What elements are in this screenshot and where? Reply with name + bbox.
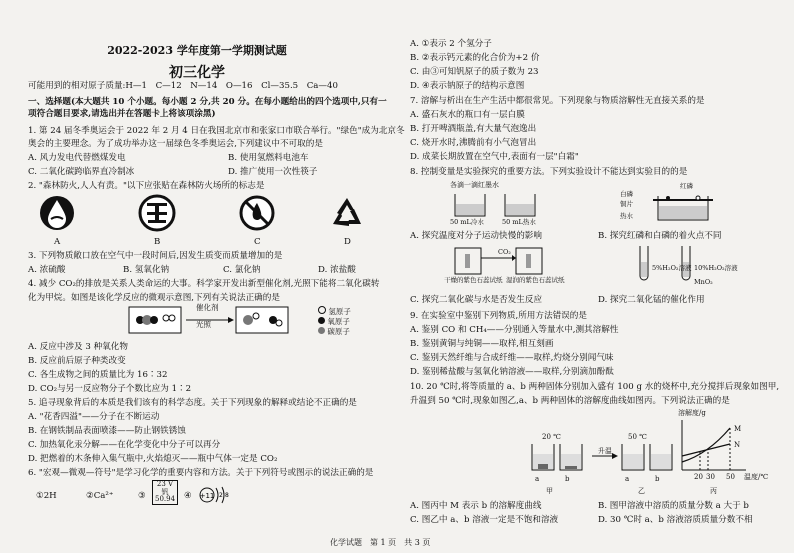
legend-h: 氢原子	[318, 306, 351, 317]
legend-c: 碳原子	[318, 327, 351, 337]
element-name: 钒	[161, 487, 169, 496]
section1-header: 一、选择题(本大题共 10 个小题。每小题 2 分,共 20 分。在每小题给出的四个选项中,只有一项符合题目要求,请选出并在答题卡上将该项涂黑)	[28, 97, 387, 120]
subject-title: 初三化学	[169, 65, 225, 81]
q6-option-b: B. ②表示钙元素的化合价为+2 价	[410, 53, 540, 63]
q8-hot-label: 50 mL热水	[502, 218, 536, 226]
q10-yi-label: 乙	[638, 487, 645, 495]
q5-stem: 5. 追寻现象背后的本质是我们该有的科学态度。关于下列现象的解释或结论不正确的是	[28, 398, 357, 408]
q6-symbol-3: ③	[138, 491, 146, 501]
q3-option-a: A. 浓硫酸	[28, 265, 66, 275]
water-drop-sign-icon	[38, 194, 76, 236]
vanadium-element-box	[152, 480, 178, 505]
q4-catalyst-label: 催化剂	[196, 303, 219, 312]
q1-stem-line2: 奥会的主要理念。为了成功举办这一届绿色冬季奥运会,下列建议中不可取的是	[28, 139, 323, 149]
q8-option-a: A. 探究温度对分子运动快慢的影响	[410, 231, 542, 241]
q4-option-b: B. 反应前后原子种类改变	[28, 356, 126, 366]
no-fire-sign-icon	[238, 194, 276, 236]
q5-option-a: A. "花香四溢"——分子在不断运动	[28, 412, 160, 422]
q9-option-c: C. 鉴别天然纤维与合成纤维——取样,灼烧分别闻气味	[410, 353, 614, 363]
svg-text:2: 2	[219, 492, 223, 499]
legend-o: 氧原子	[318, 317, 351, 327]
q8-option-d: D. 探究二氧化锰的催化作用	[598, 295, 705, 305]
q2-label-c: C	[254, 237, 261, 247]
q4-stem-line2: 化为甲烷。如图是该化学反应的微观示意图,下列有关说法正确的是	[28, 293, 280, 303]
q10-m-label: M	[734, 425, 742, 433]
atomic-masses: 可能用到的相对原子质量:H—1 C—12 N—14 O—16 Cl—35.5 Ca—40	[28, 81, 338, 91]
q10-option-a: A. 图丙中 M 表示 b 的溶解度曲线	[410, 501, 542, 511]
q1-option-c: C. 二氧化碳跨临界直冷制冰	[28, 167, 135, 177]
page-footer: 化学试题 第 1 页 共 3 页	[330, 538, 431, 547]
atom-structure-icon	[198, 484, 234, 510]
q8-wet-label: 湿润的紫色石蕊试纸	[506, 276, 565, 284]
q3-stem: 3. 下列物质敞口放在空气中一段时间后,因发生质变而质量增加的是	[28, 251, 283, 261]
q4-legend	[318, 306, 351, 337]
q6-symbol-2: ②Ca²⁺	[86, 491, 114, 501]
q10-b-label-2: b	[655, 475, 660, 483]
q4-light-label: 光照	[196, 320, 211, 329]
q3-option-d: D. 浓盐酸	[318, 265, 356, 275]
q8-co2-label: CO₂	[498, 248, 511, 256]
q10-option-c: C. 图乙中 a、b 溶液一定是不饱和溶液	[410, 515, 559, 525]
q6-option-c: C. 由③可知钒原子的质子数为 23	[410, 67, 539, 77]
q10-x20: 20	[694, 473, 703, 481]
q8-h2o2-10-label: 10%H₂O₂溶液	[694, 264, 738, 272]
q1-stem-line1: 1. 第 24 届冬季奥运会于 2022 年 2 月 4 日在我国北京市和张家口市联合举行。"绿色"成为北京冬	[28, 126, 405, 136]
q5-option-b: B. 在钢铁制品表面喷漆——防止钢铁锈蚀	[28, 426, 186, 436]
q6-symbol-1: ①2H	[36, 491, 57, 501]
q2-stem: 2. "森林防火,人人有责。"以下应张贴在森林防火场所的标志是	[28, 181, 265, 191]
q7-option-c: C. 烧开水时,沸腾前有小气泡冒出	[410, 138, 537, 148]
q10-jia-label: 甲	[546, 487, 553, 495]
q1-option-d: D. 推广使用一次性筷子	[228, 167, 318, 177]
water-saving-sign-icon	[138, 194, 176, 236]
q10-heat-label: 升温	[598, 447, 612, 455]
q7-option-d: D. 成菜长期放置在空气中,表面有一层"白霜"	[410, 152, 579, 162]
q6-option-a: A. ①表示 2 个氢分子	[410, 39, 492, 49]
q4-stem-line1: 4. 减少 CO₂的排放是关系人类命运的大事。科学家开发出新型催化剂,光照下能将二氧化碳转	[28, 279, 380, 289]
q2-label-d: D	[344, 237, 351, 247]
element-number: 23 V	[156, 480, 174, 488]
q8-dry-label: 干燥的紫色石蕊试纸	[444, 276, 503, 284]
q8-wp-label: 白磷	[620, 190, 633, 198]
q10-xlabel: 温度/℃	[744, 473, 769, 481]
q8-hw-label: 热水	[620, 212, 633, 220]
q2-label-b: B	[154, 237, 161, 247]
q8-cu-label: 铜片	[620, 200, 633, 208]
q4-option-d: D. CO₂与另一反应物分子个数比应为 1∶2	[28, 384, 192, 394]
q8-option-c: C. 探究二氧化碳与水是否发生反应	[410, 295, 543, 305]
q5-option-c: C. 加热氧化汞分解——在化学变化中分子可以再分	[28, 440, 221, 450]
q10-bing-label: 丙	[710, 487, 717, 495]
q8-ink-label: 各滴一滴红墨水	[450, 181, 499, 189]
q3-option-b: B. 氢氧化钠	[123, 265, 170, 275]
q7-option-a: A. 盛石灰水的瓶口有一层白膜	[410, 110, 525, 120]
q10-b-label-1: b	[565, 475, 570, 483]
exam-title: 2022-2023 学年度第一学期测试题	[107, 44, 287, 57]
q10-stem-line1: 10. 20 ℃时,将等质量的 a、b 两种固体分别加入盛有 100 g 水的烧杯中,充分搅拌后现象如图甲,	[410, 382, 780, 392]
q7-option-b: B. 打开啤酒瓶盖,有大量气泡逸出	[410, 124, 537, 134]
recycle-sign-icon	[328, 194, 366, 236]
q9-option-d: D. 鉴别稀盐酸与氢氧化钠溶液——取样,分别滴加酚酞	[410, 367, 614, 377]
q6-stem: 6. "宏观—微观—符号"是学习化学的重要内容和方法。关于下列符号或图示的说法正确的是	[28, 468, 374, 478]
q10-stem-line2: 升温到 50 ℃时,现象如图乙,a、b 两种固体的溶解度曲线如图丙。下列说法正确的是	[410, 396, 730, 406]
q9-stem: 9. 在实验室中鉴别下列物质,所用方法错误的是	[410, 311, 587, 321]
svg-text:+11: +11	[199, 492, 215, 500]
q7-stem: 7. 溶解与析出在生产生活中都很常见。下列现象与物质溶解性无直接关系的是	[410, 96, 705, 106]
q9-option-a: A. 鉴别 CO 和 CH₄——分别通入等量水中,测其溶解性	[410, 325, 619, 335]
q1-option-b: B. 使用氢燃料电池车	[228, 153, 309, 163]
q1-option-a: A. 风力发电代替燃煤发电	[28, 153, 126, 163]
q8-mno2-label: MnO₂	[694, 278, 713, 286]
q8-phosphorus-apparatus	[648, 186, 718, 226]
q2-label-a: A	[54, 237, 61, 247]
q4-option-c: C. 各生成物之间的质量比为 16∶32	[28, 370, 168, 380]
q5-option-d: D. 把燃着的木条伸入集气瓶中,火焰熄灭——瓶中气体一定是 CO₂	[28, 454, 278, 464]
q10-x30: 30	[706, 473, 715, 481]
q10-a-label-2: a	[625, 475, 630, 483]
q6-option-d: D. ④表示钠原子的结构示意图	[410, 81, 525, 91]
q3-option-c: C. 氯化钠	[223, 265, 261, 275]
q8-rp-label: 红磷	[680, 182, 693, 190]
q9-option-b: B. 鉴别黄铜与纯铜——取样,相互刻画	[410, 339, 554, 349]
q10-n-label: N	[734, 441, 741, 449]
q10-a-label-1: a	[535, 475, 540, 483]
svg-text:8: 8	[225, 492, 229, 499]
q10-50c-label: 50 ℃	[628, 433, 647, 441]
element-mass: 50.94	[155, 495, 176, 504]
q8-cold-label: 50 mL冷水	[450, 218, 484, 226]
q4-option-a: A. 反应中涉及 3 种氧化物	[28, 342, 128, 352]
q8-option-b: B. 探究红磷和白磷的着火点不同	[598, 231, 722, 241]
q6-symbol-4: ④	[184, 491, 192, 501]
q8-h2o2-5-label: 5%H₂O₂溶液	[652, 264, 692, 272]
q10-option-d: D. 30 ℃时 a、b 溶液溶质质量分数不相	[598, 515, 753, 525]
q10-20c-label: 20 ℃	[542, 433, 561, 441]
q10-ylabel: 溶解度/g	[678, 409, 706, 417]
q10-x50: 50	[726, 473, 735, 481]
q10-option-b: B. 图甲溶液中溶质的质量分数 a 大于 b	[598, 501, 749, 511]
q8-stem: 8. 控制变量是实验探究的重要方法。下列实验设计不能达到实验目的的是	[410, 167, 688, 177]
